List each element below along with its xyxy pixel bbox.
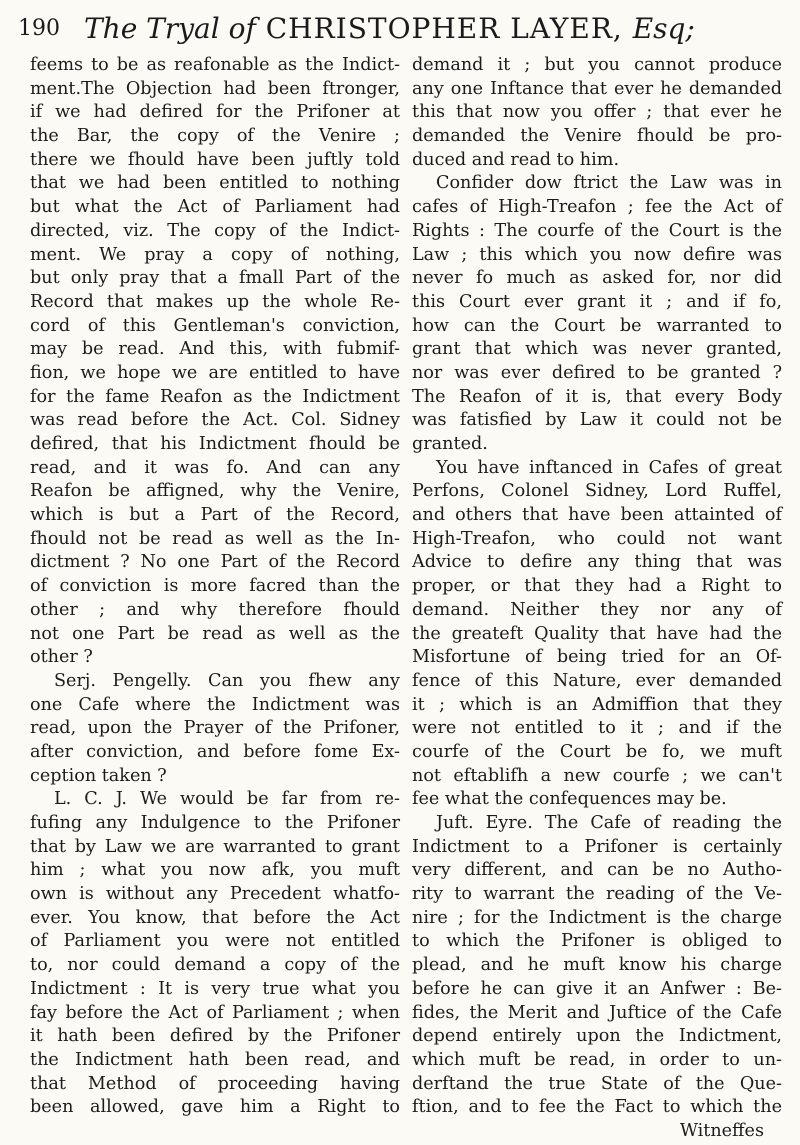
- text-line: this that now you offer ; that ever he: [412, 102, 782, 123]
- text-line: which is but a Part of the Record,: [30, 505, 400, 526]
- text-line: directed, viz. The copy of the Indict-: [30, 220, 400, 241]
- text-line: dictment ? No one Part of the Record: [30, 552, 400, 573]
- text-line: fee what the confequences may be.: [412, 789, 727, 810]
- text-line: rity to warrant the reading of the Ve-: [412, 884, 782, 905]
- text-line: Serj. Pengelly. Can you fhew any: [54, 670, 400, 691]
- text-line: how can the Court be warranted to: [412, 315, 782, 336]
- text-line: You have inftanced in Cafes of great: [436, 457, 782, 478]
- text-line: to which the Prifoner is obliged to: [412, 931, 782, 952]
- text-line: The Reafon of it is, that every Body: [412, 386, 782, 407]
- text-line: other ?: [30, 647, 93, 668]
- text-line: ment.The Objection had been ftronger,: [30, 78, 400, 99]
- text-line: any one Inftance that ever he demanded: [412, 78, 782, 99]
- title-italic: The Tryal of: [84, 12, 256, 45]
- text-line: read, and it was fo. And can any: [30, 457, 400, 478]
- text-line: was read before the Act. Col. Sidney: [30, 410, 400, 431]
- text-line: never fo much as asked for, nor did: [412, 268, 782, 289]
- text-line: other ; and why therefore fhould: [30, 599, 400, 620]
- text-line: if we had defired for the Prifoner at: [30, 102, 400, 123]
- page-number: 190: [18, 16, 60, 41]
- text-line: that we had been entitled to nothing: [30, 173, 400, 194]
- text-line: one Cafe where the Indictment was: [30, 694, 400, 715]
- text-line: High-Treafon, who could not want: [412, 528, 782, 549]
- text-line: this Court ever grant it ; and if fo,: [412, 291, 782, 312]
- text-line: plead, and he muft know his charge: [412, 955, 782, 976]
- title-suffix: Esq;: [632, 12, 695, 45]
- text-line: ftion, and to fee the Fact to which the: [412, 1097, 782, 1118]
- text-line: duced and read to him.: [412, 149, 620, 170]
- text-line: nor was ever defired to be granted ?: [412, 362, 782, 383]
- text-line: it hath been defired by the Prifoner: [30, 1026, 400, 1047]
- text-line: ever. You know, that before the Act: [30, 907, 400, 928]
- text-line: defired, that his Indictment fhould be: [30, 434, 400, 454]
- text-line: L. C. J. We would be far from re-: [54, 789, 400, 810]
- text-line: Rights : The courfe of the Court is the: [412, 220, 782, 241]
- text-line: read, upon the Prayer of the Prifoner,: [30, 718, 400, 739]
- text-line: that by Law we are warranted to grant: [30, 836, 400, 857]
- title-caps: CHRISTOPHER LAYER,: [265, 12, 623, 45]
- text-line: of conviction is more facred than the: [30, 576, 400, 597]
- text-line: there we fhould have been juftly told: [30, 149, 400, 170]
- text-line: nire ; for the Indictment is the charge: [412, 907, 782, 928]
- text-line: and others that have been attainted of: [412, 505, 782, 526]
- text-line: fay before the Act of Parliament ; when: [30, 1002, 400, 1023]
- text-line: ception taken ?: [30, 765, 167, 786]
- text-line: proper, or that they had a Right to: [412, 576, 782, 597]
- text-line: to, nor could demand a copy of the: [30, 955, 400, 976]
- text-line: granted.: [412, 434, 488, 454]
- text-line: Confider dow ftrict the Law was in: [436, 173, 782, 194]
- text-line: after conviction, and before fome Ex-: [30, 741, 400, 762]
- text-line: was fatisfied by Law it could not be: [412, 410, 782, 431]
- text-line: before he can give it an Anfwer : Be-: [412, 978, 782, 999]
- text-line: grant that which was never granted,: [412, 339, 782, 360]
- text-line: demanded the Venire fhould be pro-: [412, 126, 782, 147]
- text-line: own is without any Precedent whatfo-: [30, 884, 400, 905]
- text-line: Perfons, Colonel Sidney, Lord Ruffel,: [412, 481, 782, 502]
- text-line: were not entitled to it ; and if the: [412, 718, 782, 739]
- text-line: fence of this Nature, ever demanded: [412, 670, 782, 691]
- text-line: may be read. And this, with fubmif-: [30, 339, 400, 360]
- text-line: Reafon be affigned, why the Venire,: [30, 481, 400, 502]
- text-line: Indictment to a Prifoner is certainly: [412, 836, 782, 857]
- text-line: it ; which is an Admiffion that they: [412, 694, 782, 715]
- right-column: [412, 54, 782, 1144]
- text-line: Record that makes up the whole Re-: [30, 291, 400, 312]
- running-header: [18, 6, 788, 52]
- text-line: for the fame Reafon as the Indictment: [30, 386, 400, 407]
- text-line: the Indictment hath been read, and: [30, 1049, 400, 1070]
- text-line: Law ; this which you now defire was: [412, 244, 782, 265]
- text-line: depend entirely upon the Indictment,: [412, 1026, 782, 1047]
- text-line: the greateft Quality that have had the: [412, 623, 782, 644]
- text-line: Indictment : It is very true what you: [30, 978, 400, 999]
- text-line: demand it ; but you cannot produce: [412, 55, 782, 75]
- text-line: fides, the Merit and Juftice of the Cafe: [412, 1002, 782, 1023]
- text-line: Misfortune of being tried for an Of-: [412, 647, 782, 668]
- text-line: cafes of High-Treafon ; fee the Act of: [412, 197, 782, 218]
- text-line: but only pray that a fmall Part of the: [30, 268, 400, 289]
- text-line: which muft be read, in order to un-: [412, 1049, 782, 1070]
- text-line: the Bar, the copy of the Venire ;: [30, 126, 400, 147]
- text-line: derftand the true State of the Que-: [412, 1073, 782, 1094]
- text-line: Juft. Eyre. The Cafe of reading the: [436, 813, 782, 833]
- text-line: ment. We pray a copy of nothing,: [30, 244, 400, 265]
- left-column: [30, 54, 400, 1120]
- text-line: not one Part be read as well as the: [30, 623, 400, 644]
- text-line: feems to be as reafonable as the Indict-: [30, 55, 400, 75]
- text-line: that Method of proceeding having: [30, 1073, 400, 1094]
- text-line: him ; what you now afk, you muft: [30, 860, 400, 881]
- text-line: cord of this Gentleman's conviction,: [30, 315, 400, 336]
- text-line: fion, we hope we are entitled to have: [30, 362, 400, 383]
- text-line: Witneffes: [679, 1120, 764, 1141]
- text-line: but what the Act of Parliament had: [30, 197, 400, 218]
- text-line: been allowed, gave him a Right to: [30, 1097, 400, 1118]
- text-line: very different, and can be no Autho-: [412, 860, 782, 881]
- text-line: fhould not be read as well as the In-: [30, 528, 400, 549]
- text-line: Advice to defire any thing that was: [412, 552, 782, 573]
- running-title: [84, 12, 695, 45]
- text-line: courfe of the Court be fo, we muft: [412, 741, 782, 762]
- text-line: demand. Neither they nor any of: [412, 599, 782, 620]
- text-line: fufing any Indulgence to the Prifoner: [30, 813, 400, 833]
- text-line: not eftablifh a new courfe ; we can't: [412, 765, 782, 786]
- text-line: of Parliament you were not entitled: [30, 931, 400, 952]
